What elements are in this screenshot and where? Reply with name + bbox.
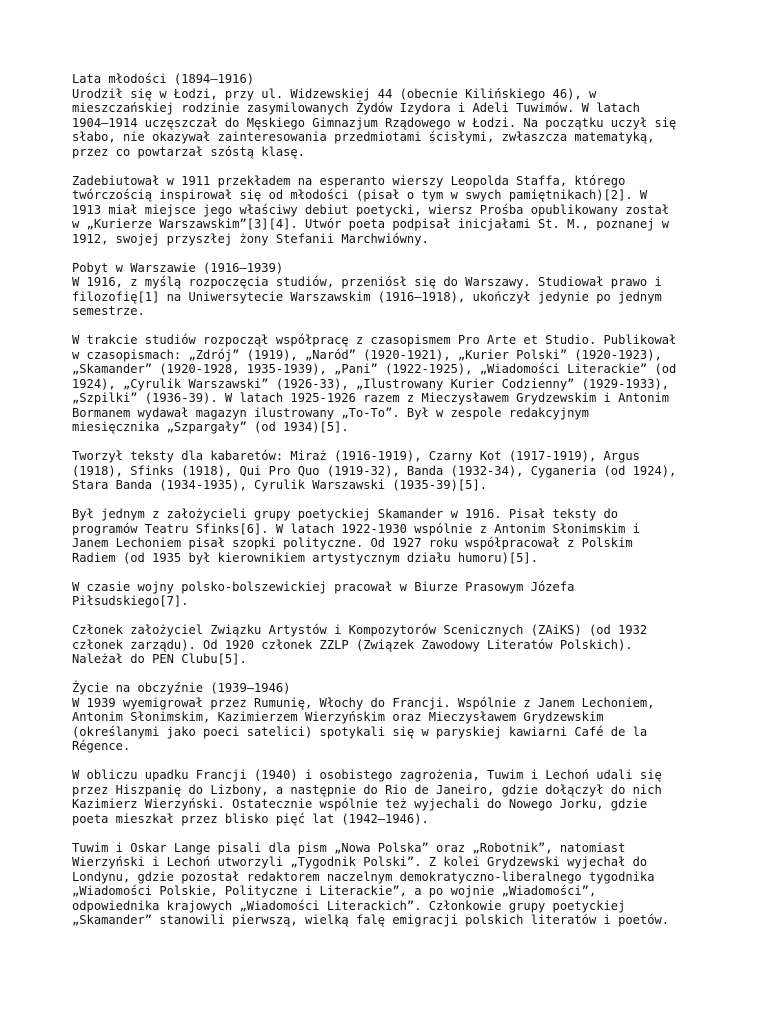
text-line: (określanymi jako poeci satelici) spotykali się w paryskiej kawiarni Café de la — [72, 724, 648, 739]
text-line: słabo, nie okazywał zainteresowania przedmiotami ścisłymi, zwłaszcza matematyką, — [72, 130, 655, 144]
text-line: „Skamander” (1920-1928, 1935-1939), „Pani” (1922-1925), „Wiadomości Literackie” (od — [72, 362, 677, 376]
text-line: w czasopismach: „Zdrój” (1919), „Naród” (1920-1921), „Kurier Polski” (1920-1923), — [72, 347, 662, 362]
paragraph — [72, 580, 712, 609]
paragraph — [72, 261, 712, 319]
text-line: 1912, swojej przyszłej żony Stefanii Marchwiówny. — [72, 231, 429, 246]
text-line: przez Hiszpanię do Lizbony, a następnie do Rio de Janeiro, gdzie dołączył do nich — [72, 782, 662, 797]
text-line: Tuwim i Oskar Lange pisali dla pism „Nowa Polska” oraz „Robotnik”, natomiast — [72, 840, 626, 855]
paragraph — [72, 333, 712, 435]
text-line: Członek założyciel Związku Artystów i Kompozytorów Scenicznych (ZAiKS) (od 1932 — [72, 623, 648, 637]
text-line: odpowiednika krajowych „Wiadomości Literackich”. Członkowie grupy poetyckiej — [72, 898, 626, 913]
text-line: miesięcznika „Szpargały” (od 1934)[5]. — [72, 420, 349, 434]
document-page — [72, 72, 712, 942]
text-line: Stara Banda (1934-1935), Cyrulik Warszawski (1935-39)[5]. — [72, 478, 488, 492]
text-line: 1913 miał miejsce jego właściwy debiut poetycki, wiersz Prośba opublikowany został — [72, 202, 670, 217]
text-line: „Szpilki” (1936-39). W latach 1925-1926 razem z Mieczysławem Grydzewskim i Antonim — [72, 391, 670, 405]
paragraph — [72, 174, 712, 247]
text-line: 1924), „Cyrulik Warszawski” (1926-33), „Ilustrowany Kurier Codzienny” (1929-1933), — [72, 376, 670, 391]
text-line: członek zarządu). Od 1920 członek ZZLP (Związek Zawodowy Literatów Polskich). — [72, 637, 633, 652]
text-line: Pobyt w Warszawie (1916–1939) — [72, 260, 284, 275]
text-line: 1904–1914 uczęszczał do Męskiego Gimnazjum Rządowego w Łodzi. Na początku uczył się — [72, 115, 677, 130]
text-line: Zadebiutował w 1911 przekładem na esperanto wierszy Leopolda Staffa, którego — [72, 173, 626, 188]
text-line: programów Teatru Sfinks[6]. W latach 1922-1930 wspólnie z Antonim Słonimskim i — [72, 521, 640, 536]
text-line: w „Kurierze Warszawskim”[3][4]. Utwór poeta podpisał inicjałami St. M., poznanej w — [72, 217, 670, 231]
text-line: (1918), Sfinks (1918), Qui Pro Quo (1919-32), Banda (1932-34), Cyganeria (od 1924), — [72, 463, 677, 478]
text-line: Régence. — [72, 739, 131, 753]
text-line: W 1939 wyemigrował przez Rumunię, Włochy do Francji. Wspólnie z Janem Lechoniem, — [72, 695, 655, 710]
text-line: Należał do PEN Clubu[5]. — [72, 652, 247, 666]
text-line: W czasie wojny polsko-bolszewickiej pracował w Biurze Prasowym Józefa — [72, 579, 575, 594]
text-line: Życie na obczyźnie (1939–1946) — [72, 681, 291, 695]
text-line: Urodził się w Łodzi, przy ul. Widzewskiej 44 (obecnie Kilińskiego 46), w — [72, 86, 597, 101]
text-line: mieszczańskiej rodzinie zasymilowanych Żydów Izydora i Adeli Tuwimów. W latach — [72, 101, 640, 115]
paragraph — [72, 768, 712, 826]
text-line: „Skamander” stanowili pierwszą, wielką falę emigracji polskich literatów i poetów. — [72, 913, 670, 927]
text-line: Bormanem wydawał magazyn ilustrowany „To-To”. Był w zespole redakcyjnym — [72, 405, 589, 420]
text-line: W 1916, z myślą rozpoczęcia studiów, przeniósł się do Warszawy. Studiował prawo i — [72, 275, 662, 289]
text-line: W obliczu upadku Francji (1940) i osobistego zagrożenia, Tuwim i Lechoń udali się — [72, 768, 662, 782]
document-body — [72, 72, 712, 928]
text-line: Wierzyński i Lechoń utworzyli „Tygodnik Polski”. Z kolei Grydzewski wyjechał do — [72, 855, 648, 869]
text-line: semestrze. — [72, 304, 145, 318]
text-line: „Wiadomości Polskie, Polityczne i Literackie”, a po wojnie „Wiadomości”, — [72, 884, 597, 898]
text-line: Londynu, gdzie pozostał redaktorem naczelnym demokratyczno-liberalnego tygodnika — [72, 869, 655, 884]
paragraph — [72, 449, 712, 493]
text-line: Antonim Słonimskim, Kazimierzem Wierzyńskim oraz Mieczysławem Grydzewskim — [72, 710, 604, 724]
text-line: Radiem (od 1935 był kierownikiem artystycznym działu humoru)[5]. — [72, 550, 538, 565]
text-line: Tworzył teksty dla kabaretów: Miraż (1916-1919), Czarny Kot (1917-1919), Argus — [72, 449, 640, 463]
paragraph — [72, 72, 712, 159]
text-line: Lata młodości (1894–1916) — [72, 72, 255, 86]
paragraph — [72, 841, 712, 928]
text-line: Piłsudskiego[7]. — [72, 594, 189, 608]
paragraph — [72, 681, 712, 754]
text-line: filozofię[1] na Uniwersytecie Warszawskim (1916–1918), ukończył jedynie po jednym — [72, 289, 662, 304]
text-line: Był jednym z założycieli grupy poetyckiej Skamander w 1916. Pisał teksty do — [72, 507, 619, 521]
text-line: W trakcie studiów rozpoczął współpracę z czasopismem Pro Arte et Studio. Publikował — [72, 333, 677, 347]
text-line: poeta mieszkał przez blisko pięć lat (1942–1946). — [72, 811, 429, 826]
text-line: twórczością inspirował się od młodości (pisał o tym w swych pamiętnikach)[2]. W — [72, 188, 648, 202]
text-line: Janem Lechoniem pisał szopki polityczne. Od 1927 roku współpracował z Polskim — [72, 536, 633, 550]
paragraph — [72, 623, 712, 667]
text-line: przez co powtarzał szóstą klasę. — [72, 144, 305, 159]
paragraph — [72, 507, 712, 565]
text-line: Kazimierz Wierzyński. Ostatecznie wspólnie też wyjechali do Nowego Jorku, gdzie — [72, 797, 648, 811]
